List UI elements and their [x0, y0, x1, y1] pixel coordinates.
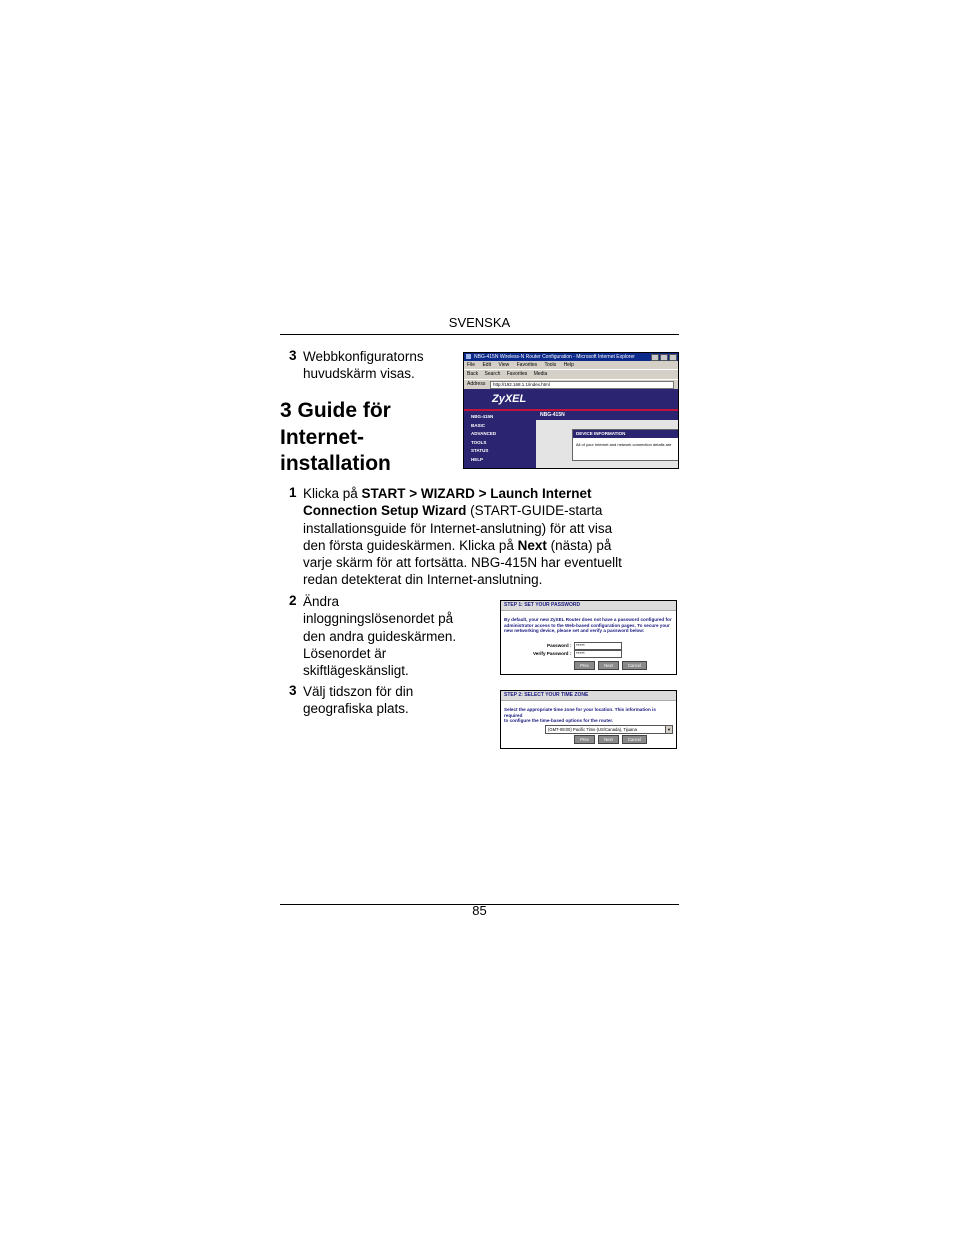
verify-password-label: Verify Password :: [533, 651, 572, 656]
toolbar-favorites: Favorites: [506, 371, 528, 377]
step-2-line: den andra guideskärmen.: [303, 628, 457, 644]
toolbar-search: Search: [484, 371, 501, 377]
timezone-desc-line: Select the appropriate time zone for your location. This information is required: [504, 707, 656, 718]
intro-step-number: 3: [289, 348, 297, 363]
cancel-button: Cancel: [622, 661, 647, 670]
close-icon: [669, 354, 677, 361]
section-heading-line: installation: [280, 452, 391, 475]
sidebar-item-status: STATUS: [471, 448, 489, 453]
step-1-line1-pre: Klicka på: [303, 486, 362, 501]
sidebar-item-advanced: ADVANCED: [471, 431, 497, 436]
browser-menu-bar: [464, 361, 678, 369]
password-label: Password :: [547, 643, 572, 648]
router-sidebar: [464, 411, 536, 468]
router-content: [536, 420, 678, 468]
sidebar-item-basic: BASIC: [471, 422, 486, 428]
step-1-next-label: Next: [517, 537, 547, 553]
step-2-line: inloggningslösenordet på: [303, 611, 454, 627]
step-3-line: geografiska plats.: [303, 701, 409, 717]
timezone-select: [545, 725, 673, 734]
menu-file: File: [467, 362, 476, 368]
verify-password-field: *****: [574, 650, 622, 658]
step-1-line: [303, 485, 678, 502]
device-info-panel: [572, 429, 679, 461]
next-button: Next: [598, 661, 619, 670]
password-desc-line: new networking device, please set and verify a password below:: [504, 628, 645, 633]
step-1-line: redan detekterat din Internet-anslutning.: [303, 572, 543, 588]
password-field: *****: [574, 642, 622, 650]
timezone-selected-value: (GMT-08:00) Pacific Time (US/Canada), Tijuana: [548, 727, 637, 732]
device-info-text: All of your Internet and network connection details are: [576, 442, 672, 447]
intro-step-text: [303, 348, 453, 383]
step-2-line: skiftlägeskänsligt.: [303, 663, 409, 679]
intro-step-line: huvudskärm visas.: [303, 366, 415, 382]
step-1-menu-path: START > WIZARD > Launch Internet: [361, 486, 592, 501]
sidebar-item-help: HELP: [471, 456, 484, 462]
step-1-number: 1: [289, 485, 297, 500]
password-desc-line: administrator access to the Web-based configuration pages. To secure your: [504, 622, 670, 628]
next-button: Next: [598, 735, 619, 744]
menu-view: View: [498, 362, 510, 368]
step-3-line: Välj tidszon för din: [303, 684, 414, 699]
password-step-description: [501, 611, 676, 634]
device-info-title: DEVICE INFORMATION: [573, 430, 678, 438]
intro-step-line: Webbkonfiguratorns: [303, 349, 424, 364]
menu-help: Help: [563, 362, 574, 368]
browser-toolbar: [464, 369, 678, 379]
step-3-text: [303, 683, 493, 718]
chevron-down-icon: ▼: [665, 726, 672, 733]
password-step-title: STEP 1: SET YOUR PASSWORD: [501, 601, 676, 611]
browser-title-bar: [464, 353, 678, 361]
browser-address-bar: [464, 379, 678, 389]
router-model-bar: NBG-415N: [536, 411, 678, 420]
step-1-line4-post: (nästa) på: [546, 537, 612, 553]
step-1-line: varje skärm för att fortsätta. NBG-415N har eventuellt: [303, 555, 622, 571]
step-2-text: [303, 593, 493, 679]
step-1-line2-post: (START-GUIDE-starta: [466, 503, 603, 519]
sidebar-item-model: NBG-415N: [471, 414, 494, 419]
step-2-line: Lösenordet är: [303, 645, 387, 661]
maximize-icon: [660, 354, 668, 361]
menu-edit: Edit: [482, 362, 492, 368]
browser-window-title: NBG-415N Wireless-N Router Configuration - Microsoft Internet Explorer: [474, 354, 635, 360]
password-screenshot: [500, 600, 677, 675]
minimize-icon: [651, 354, 659, 361]
section-heading-line: 3 Guide för: [280, 399, 391, 422]
toolbar-back: Back: [467, 371, 479, 377]
step-1-line: [303, 537, 678, 554]
page-number: 85: [472, 903, 487, 918]
prev-button: Prev: [574, 735, 595, 744]
step-1-line4-pre: den första guideskärmen. Klicka på: [303, 537, 518, 553]
step-2-line: Ändra: [303, 594, 340, 609]
timezone-screenshot: [500, 690, 677, 749]
section-heading: [280, 398, 450, 478]
timezone-desc-line: to configure the time-based options for the router.: [504, 718, 614, 723]
section-heading-line: Internet-: [280, 425, 364, 449]
sidebar-item-tools: TOOLS: [471, 439, 487, 445]
router-ui: [464, 389, 678, 468]
timezone-step-description: [501, 701, 676, 724]
window-controls: [651, 354, 677, 361]
password-desc-line: By default, your new ZyXEL Router does not have a password configured for: [504, 617, 672, 622]
menu-favorites: Favorites: [516, 362, 538, 368]
browser-screenshot: [463, 352, 679, 469]
toolbar-media: Media: [533, 371, 548, 377]
cancel-button: Cancel: [622, 735, 647, 744]
address-field: http://192.168.1.1/index.html: [490, 381, 674, 389]
prev-button: Prev: [574, 661, 595, 670]
menu-tools: Tools: [544, 362, 557, 368]
step-1-line: [303, 502, 678, 519]
address-label: Address: [467, 381, 486, 387]
zyxel-logo: ZyXEL: [492, 393, 527, 405]
step-1-wizard-name: Connection Setup Wizard: [303, 503, 467, 519]
step-2-number: 2: [289, 593, 297, 608]
header-rule: [280, 334, 679, 335]
step-3-number: 3: [289, 683, 297, 698]
timezone-step-title: STEP 2: SELECT YOUR TIME ZONE: [501, 691, 676, 701]
ie-icon: [466, 354, 471, 359]
page-header-language: SVENSKA: [448, 315, 511, 330]
step-1-line: installationsguide för Internet-anslutning) för att visa: [303, 520, 613, 536]
step-1-text: [303, 485, 678, 589]
